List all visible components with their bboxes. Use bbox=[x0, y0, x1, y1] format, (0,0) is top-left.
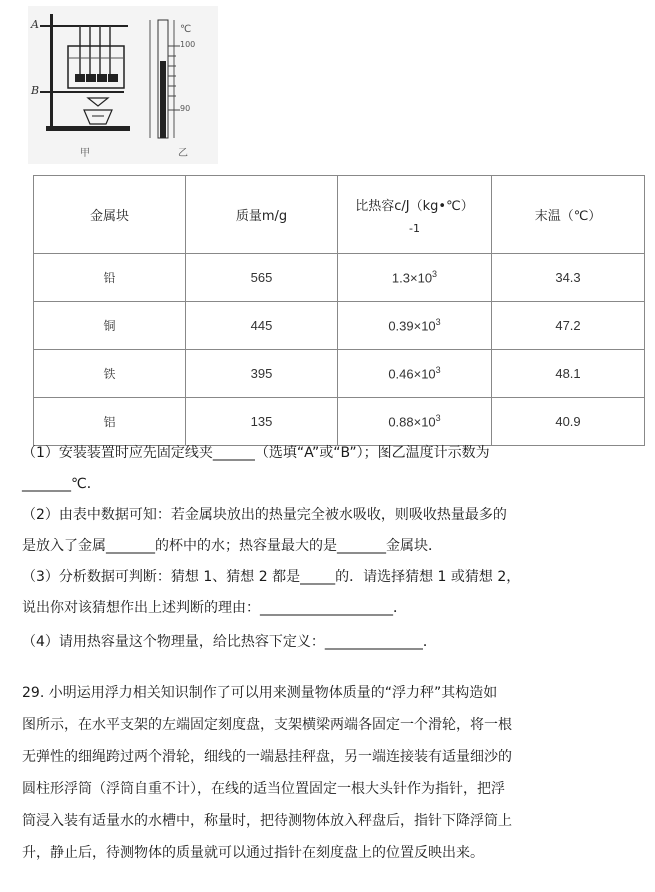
final-temp-cell: 40.9 bbox=[492, 398, 645, 446]
question-2-line-1: （2）由表中数据可知：若金属块放出的热量完全被水吸收，则吸收热量最多的 bbox=[22, 507, 507, 523]
problem-29-line: 筒浸入装有适量水的水槽中，称量时，把待测物体放入秤盘后，指针下降浮筒上 bbox=[22, 813, 512, 829]
specific-heat-cell bbox=[338, 302, 492, 350]
specific-heat-exponent: 3 bbox=[435, 365, 441, 376]
specific-heat-cell bbox=[338, 350, 492, 398]
final-temp-cell: 48.1 bbox=[492, 350, 645, 398]
question-3-line-1: （3）分析数据可判断：猜想 1、猜想 2 都是_____的．请选择猜想 1 或猜想 2， bbox=[22, 569, 521, 585]
header-specific-heat bbox=[338, 176, 492, 254]
metal-data-table bbox=[33, 175, 645, 446]
specific-heat-base: 0.46×10 bbox=[388, 366, 436, 382]
final-temp-cell: 47.2 bbox=[492, 302, 645, 350]
table-row bbox=[34, 302, 645, 350]
header-specific-heat-label: 比热容c/J（kg•℃） bbox=[355, 198, 474, 214]
problem-29-line: 无弹性的细绳跨过两个滑轮，细线的一端悬挂秤盘，另一端连接装有适量细沙的 bbox=[22, 749, 512, 765]
specific-heat-cell bbox=[338, 398, 492, 446]
table-row bbox=[34, 254, 645, 302]
thermometer-tick-90: 90 bbox=[180, 104, 191, 113]
thermometer-tick-100: 100 bbox=[180, 40, 196, 49]
question-4-line-1: （4）请用热容量这个物理量，给比热容下定义：______________． bbox=[22, 634, 437, 650]
problem-29-line: 圆柱形浮筒（浮筒自重不计），在线的适当位置固定一根大头针作为指针，把浮 bbox=[22, 781, 505, 797]
specific-heat-exponent: 3 bbox=[435, 413, 441, 424]
specific-heat-base: 0.39×10 bbox=[388, 318, 436, 334]
metal-cell: 铝 bbox=[34, 398, 186, 446]
header-final-temp: 末温（℃） bbox=[492, 176, 645, 254]
header-metal: 金属块 bbox=[34, 176, 186, 254]
problem-29-line: 升，静止后，待测物体的质量就可以通过指针在刻度盘上的位置反映出来。 bbox=[22, 845, 484, 861]
metal-cell: 铅 bbox=[34, 254, 186, 302]
mass-cell: 565 bbox=[186, 254, 338, 302]
problem-29-line: 29. 小明运用浮力相关知识制作了可以用来测量物体质量的“浮力秤”其构造如 bbox=[22, 685, 498, 701]
figure-caption-left: 甲 bbox=[80, 148, 90, 159]
specific-heat-base: 0.88×10 bbox=[388, 414, 436, 430]
table-row bbox=[34, 398, 645, 446]
specific-heat-exponent: 3 bbox=[432, 269, 438, 280]
table-header-row bbox=[34, 176, 645, 254]
metal-cell: 铁 bbox=[34, 350, 186, 398]
clamp-b-label: B bbox=[31, 84, 40, 97]
mass-cell: 395 bbox=[186, 350, 338, 398]
header-mass: 质量m/g bbox=[186, 176, 338, 254]
question-1-line-2: _______℃． bbox=[22, 476, 101, 492]
mass-cell: 135 bbox=[186, 398, 338, 446]
clamp-a-label: A bbox=[31, 18, 39, 31]
table-row bbox=[34, 350, 645, 398]
figure-caption-right: 乙 bbox=[178, 148, 188, 159]
thermometer-unit: ℃ bbox=[180, 24, 192, 35]
header-specific-heat-exponent: -1 bbox=[409, 221, 420, 235]
experiment-figure bbox=[28, 6, 218, 164]
specific-heat-cell bbox=[338, 254, 492, 302]
problem-29-line: 图所示，在水平支架的左端固定刻度盘，支架横梁两端各固定一个滑轮，将一根 bbox=[22, 717, 512, 733]
metal-cell: 铜 bbox=[34, 302, 186, 350]
question-2-line-2: 是放入了金属_______的杯中的水；热容量最大的是_______金属块． bbox=[22, 538, 442, 554]
mass-cell: 445 bbox=[186, 302, 338, 350]
specific-heat-exponent: 3 bbox=[435, 317, 441, 328]
question-3-line-2: 说出你对该猜想作出上述判断的理由：___________________． bbox=[22, 600, 407, 616]
final-temp-cell: 34.3 bbox=[492, 254, 645, 302]
question-1-line-1: （1）安装装置时应先固定线夹______（选填“A”或“B”）；图乙温度计示数为 bbox=[22, 445, 490, 461]
specific-heat-base: 1.3×10 bbox=[391, 270, 433, 286]
